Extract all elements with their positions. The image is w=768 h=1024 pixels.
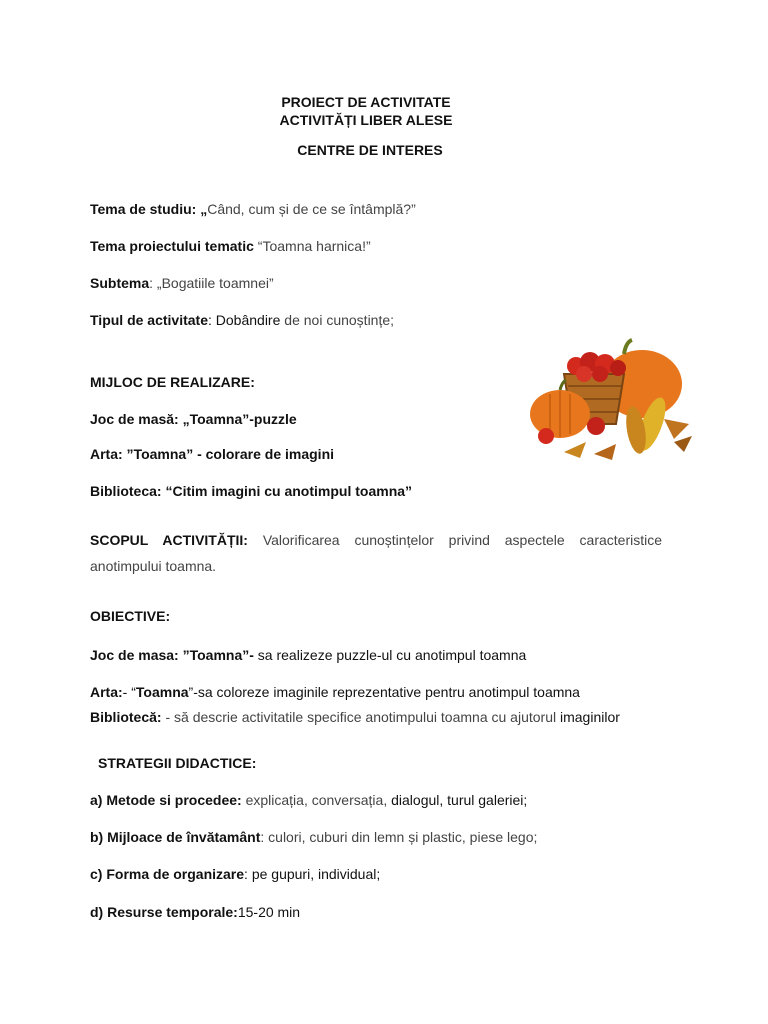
tema-de-studiu-value: Când, cum și de ce se întâmplă?”	[207, 201, 416, 217]
subtema	[90, 275, 274, 291]
mijloc-title	[90, 374, 255, 390]
autumn-harvest-illustration	[524, 324, 696, 464]
obiectiv-biblioteca	[90, 709, 620, 725]
mijloc-item-biblioteca	[90, 483, 412, 499]
title-line-1: PROIECT DE ACTIVITATE	[281, 94, 451, 110]
scopul-label: SCOPUL ACTIVITĂȚII:	[90, 532, 248, 548]
strategie-b	[90, 829, 537, 845]
strategii-title-text: STRATEGII DIDACTICE:	[98, 755, 257, 771]
obiectiv-arta	[90, 684, 580, 700]
strategie-d-text: 15-20 min	[237, 904, 301, 920]
obiectiv-biblioteca-text-end: imaginilor	[560, 709, 620, 725]
strategie-b-text: : culori, cuburi din lemn și plastic, piese lego;	[260, 829, 538, 845]
strategie-d-label: d) Resurse temporale:	[90, 904, 238, 920]
mijloc-item-arta-text: Arta: ”Toamna” - colorare de imagini	[90, 446, 335, 462]
strategie-c-label: c) Forma de organizare	[90, 866, 245, 882]
strategie-a-text: explicația, conversația,	[241, 792, 392, 808]
tema-de-studiu	[90, 201, 416, 217]
obiectiv-biblioteca-label: Bibliotecă:	[90, 709, 162, 725]
apple-icon	[576, 366, 592, 382]
apple-icon	[592, 366, 608, 382]
strategie-a-label: a) Metode si procedee:	[90, 792, 242, 808]
leaf-icon	[594, 444, 616, 460]
strategie-b-label: b) Mijloace de învătamânt	[90, 829, 261, 845]
obiective-title	[90, 608, 170, 624]
obiectiv-arta-text: -sa coloreze imaginile reprezentative pentru anotimpul toamna	[193, 684, 580, 700]
obiectiv-joc	[90, 647, 526, 663]
mijloc-item-joc-text: Joc de masă: „Toamna”-puzzle	[90, 411, 297, 427]
apple-icon	[538, 428, 554, 444]
apple-icon	[610, 360, 626, 376]
title-line-2: ACTIVITĂȚI LIBER ALESE	[279, 112, 453, 128]
obiectiv-joc-label: Joc de masa: ”Toamna”-	[90, 647, 254, 663]
strategie-a-text-dark: dialogul, turul galeriei;	[391, 792, 528, 808]
leaf-icon	[664, 419, 689, 439]
title-line-3: CENTRE DE INTERES	[297, 142, 443, 158]
obiectiv-arta-quote: - “	[122, 684, 136, 700]
scopul-activitatii	[90, 527, 662, 579]
tipul-label: Tipul de activitate	[90, 312, 208, 328]
tipul-value: de noi cunoștințe;	[280, 312, 395, 328]
mijloc-item-joc	[90, 411, 297, 427]
obiectiv-joc-text: sa realizeze puzzle-ul cu anotimpul toamna	[253, 647, 527, 663]
obiectiv-arta-label: Arta:	[90, 684, 123, 700]
tipul-de-activitate	[90, 312, 394, 328]
tema-de-studiu-label: Tema de studiu: „	[90, 201, 208, 217]
obiectiv-arta-quote-close: ”	[188, 684, 194, 700]
tipul-value-dark: : Dobândire	[208, 312, 281, 328]
leaf-icon	[564, 442, 586, 458]
mijloc-item-arta	[90, 446, 334, 462]
mijloc-item-biblioteca-text: Biblioteca: “Citim imagini cu anotimpul toamna”	[90, 483, 413, 499]
obiectiv-biblioteca-text: - să descrie activitatile specifice anotimpului toamna cu ajutorul	[161, 709, 560, 725]
subtema-value: : „Bogatiile toamnei”	[149, 275, 274, 291]
leaf-icon	[674, 436, 692, 452]
apple-icon	[587, 417, 605, 435]
strategii-title	[98, 755, 256, 771]
tema-proiectului	[90, 238, 371, 254]
obiective-title-text: OBIECTIVE:	[90, 608, 171, 624]
strategie-c	[90, 866, 380, 882]
strategie-c-text: : pe gupuri, individual;	[244, 866, 381, 882]
tema-proiectului-label: Tema proiectului tematic	[90, 238, 254, 254]
strategie-d	[90, 904, 300, 920]
tema-proiectului-value: “Toamna harnica!”	[253, 238, 371, 254]
mijloc-title-text: MIJLOC DE REALIZARE:	[90, 374, 255, 390]
strategie-a	[90, 792, 527, 808]
scopul-text: Valorificarea cunoștințelor privind aspectele caracteristice anotimpului toamna.	[90, 532, 663, 574]
obiectiv-arta-name: Toamna	[135, 684, 189, 700]
subtema-label: Subtema	[90, 275, 150, 291]
